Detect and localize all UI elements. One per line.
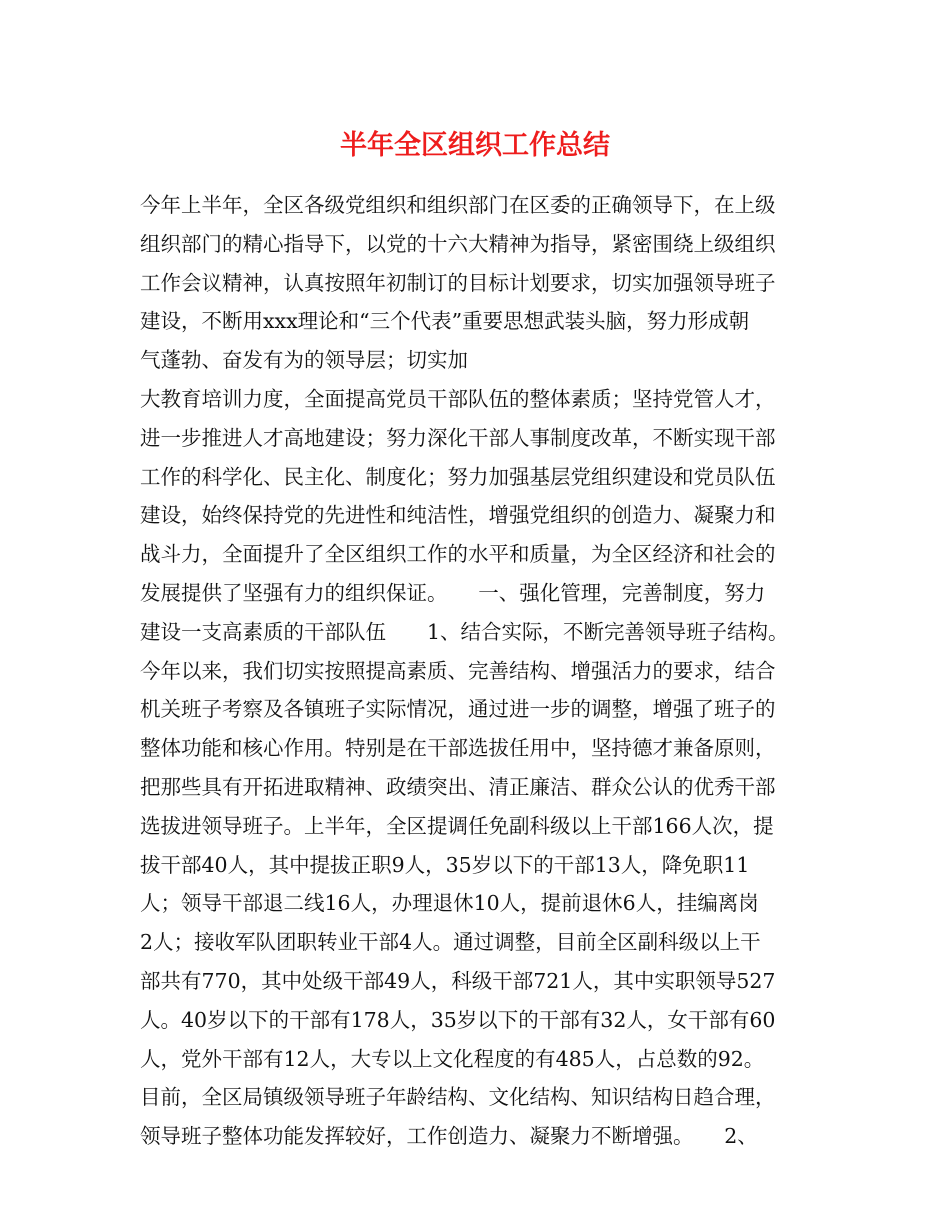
- body-line: 人。40岁以下的干部有178人，35岁以下的干部有32人，女干部有60: [140, 1007, 776, 1032]
- body-line: 工作的科学化、民主化、制度化；努力加强基层党组织建设和党员队伍: [140, 464, 776, 489]
- body-line: 整体功能和核心作用。特别是在干部选拔任用中，坚持德才兼备原则，: [140, 736, 776, 761]
- body-line: 今年上半年，全区各级党组织和组织部门在区委的正确领导下，在上级: [140, 193, 776, 217]
- body-line: 选拔进领导班子。上半年，全区提调任免副科级以上干部166人次，提: [140, 813, 774, 838]
- body-line: 领导班子整体功能发挥较好，工作创造力、凝聚力不断增强。 2、: [140, 1124, 758, 1149]
- body-line: 发展提供了坚强有力的组织保证。 一、强化管理，完善制度，努力: [140, 580, 766, 605]
- body-line: 战斗力，全面提升了全区组织工作的水平和质量，为全区经济和社会的: [140, 542, 776, 567]
- body-line: 人，党外干部有12人，大专以上文化程度的有485人，占总数的92。: [140, 1046, 765, 1071]
- body-line: 建设，不断用xxx理论和“三个代表”重要思想武装头脑，努力形成朝: [140, 309, 750, 334]
- body-line: 把那些具有开拓进取精神、政绩突出、清正廉洁、群众公认的优秀干部: [140, 774, 776, 799]
- body-line: 人；领导干部退二线16人，办理退休10人，提前退休6人，挂编离岗: [140, 891, 759, 916]
- body-line: 大教育培训力度，全面提高党员干部队伍的整体素质；坚持党管人才，: [140, 386, 776, 411]
- body-line: 2人；接收军队团职转业干部4人。通过调整，目前全区副科级以上干: [140, 930, 761, 955]
- document-body: [140, 186, 830, 1156]
- body-line: 拔干部40人，其中提拔正职9人，35岁以下的干部13人，降免职11: [140, 852, 750, 877]
- body-line: 部共有770，其中处级干部49人，科级干部721人，其中实职领导527: [140, 968, 776, 993]
- body-line: 机关班子考察及各镇班子实际情况，通过进一步的调整，增强了班子的: [140, 697, 776, 722]
- body-line: 进一步推进人才高地建设；努力深化干部人事制度改革，不断实现干部: [140, 425, 776, 450]
- body-line: 建设一支高素质的干部队伍 1、结合实际，不断完善领导班子结构。: [140, 619, 789, 644]
- body-line: 工作会议精神，认真按照年初制订的目标计划要求，切实加强领导班子: [140, 270, 776, 295]
- body-line: 目前，全区局镇级领导班子年龄结构、文化结构、知识结构日趋合理，: [140, 1085, 776, 1110]
- document-title: 半年全区组织工作总结: [340, 130, 610, 161]
- body-line: 组织部门的精心指导下，以党的十六大精神为指导，紧密围绕上级组织: [140, 231, 776, 256]
- body-line: 建设，始终保持党的先进性和纯洁性，增强党组织的创造力、凝聚力和: [140, 503, 776, 528]
- body-line: 气蓬勃、奋发有为的领导层；切实加: [140, 348, 468, 373]
- body-line: 今年以来，我们切实按照提高素质、完善结构、增强活力的要求，结合: [140, 658, 776, 683]
